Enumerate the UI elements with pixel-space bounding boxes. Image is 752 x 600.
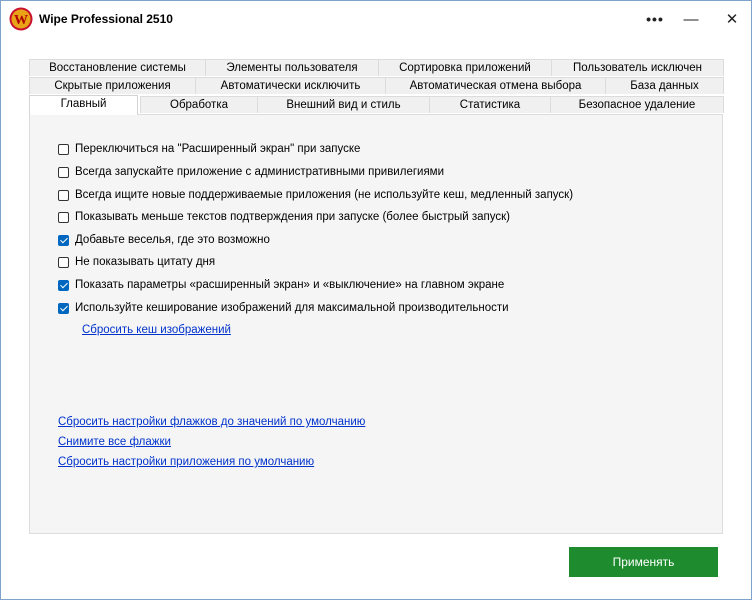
apply-button[interactable]: Применять [569, 547, 718, 577]
option-image-caching[interactable] [58, 300, 509, 316]
checkbox-checked[interactable] [58, 280, 69, 291]
checkbox[interactable] [58, 212, 69, 223]
option-label: Всегда ищите новые поддерживаемые приложения (не используйте кеш, медленный запуск) [75, 189, 574, 201]
option-always-search-apps[interactable] [58, 187, 573, 203]
tab-system-restore[interactable]: Восстановление системы [29, 59, 206, 76]
option-run-as-admin[interactable] [58, 164, 444, 180]
close-icon[interactable]: ✕ [725, 11, 739, 28]
checkbox[interactable] [58, 144, 69, 155]
tab-app-sorting[interactable]: Сортировка приложений [378, 59, 552, 76]
checkbox[interactable] [58, 190, 69, 201]
option-label: Переключиться на "Расширенный экран" при запуске [75, 143, 361, 155]
more-options-icon[interactable]: ••• [646, 11, 664, 27]
option-show-extended-shutdown[interactable] [58, 277, 504, 293]
tab-strip [29, 57, 724, 115]
tab-database[interactable]: База данных [605, 77, 724, 94]
option-hide-quote[interactable] [58, 254, 215, 270]
reset-flags-default-link[interactable]: Сбросить настройки флажков до значений по умолчанию [58, 416, 366, 428]
option-extended-screen-on-start[interactable] [58, 141, 360, 157]
checkbox[interactable] [58, 257, 69, 268]
tab-auto-deselect[interactable]: Автоматическая отмена выбора [385, 77, 606, 94]
tab-secure-delete[interactable]: Безопасное удаление [550, 96, 724, 113]
tab-user-excluded[interactable]: Пользователь исключен [551, 59, 724, 76]
reset-image-cache-link[interactable]: Сбросить кеш изображений [82, 324, 231, 336]
option-label: Показать параметры «расширенный экран» и «выключение» на главном экране [75, 279, 505, 291]
uncheck-all-link[interactable]: Снимите все флажки [58, 436, 171, 448]
app-logo-letter: W [14, 13, 28, 28]
app-logo-icon [9, 7, 33, 31]
checkbox-checked[interactable] [58, 235, 69, 246]
title-bar[interactable] [1, 1, 751, 37]
tab-processing[interactable]: Обработка [140, 96, 258, 113]
option-fewer-confirmations[interactable] [58, 209, 510, 225]
option-label: Добавьте веселья, где это возможно [75, 234, 270, 246]
option-label: Всегда запускайте приложение с административными привилегиями [75, 166, 445, 178]
tab-main[interactable]: Главный [29, 95, 138, 115]
option-label: Показывать меньше текстов подтверждения при запуске (более быстрый запуск) [75, 211, 510, 223]
tab-auto-exclude[interactable]: Автоматически исключить [195, 77, 386, 94]
checkbox[interactable] [58, 167, 69, 178]
tab-hidden-apps[interactable]: Скрытые приложения [29, 77, 196, 94]
checkbox-checked[interactable] [58, 303, 69, 314]
minimize-icon[interactable]: — [683, 10, 699, 28]
option-add-fun[interactable] [58, 232, 270, 248]
reset-app-settings-link[interactable]: Сбросить настройки приложения по умолчанию [58, 456, 315, 468]
window-title: Wipe Professional 2510 [39, 12, 173, 26]
tab-statistics[interactable]: Статистика [429, 96, 551, 113]
option-label: Используйте кеширование изображений для максимальной производительности [75, 302, 509, 314]
tab-appearance[interactable]: Внешний вид и стиль [257, 96, 430, 113]
option-label: Не показывать цитату дня [75, 256, 216, 268]
tab-user-items[interactable]: Элементы пользователя [205, 59, 379, 76]
